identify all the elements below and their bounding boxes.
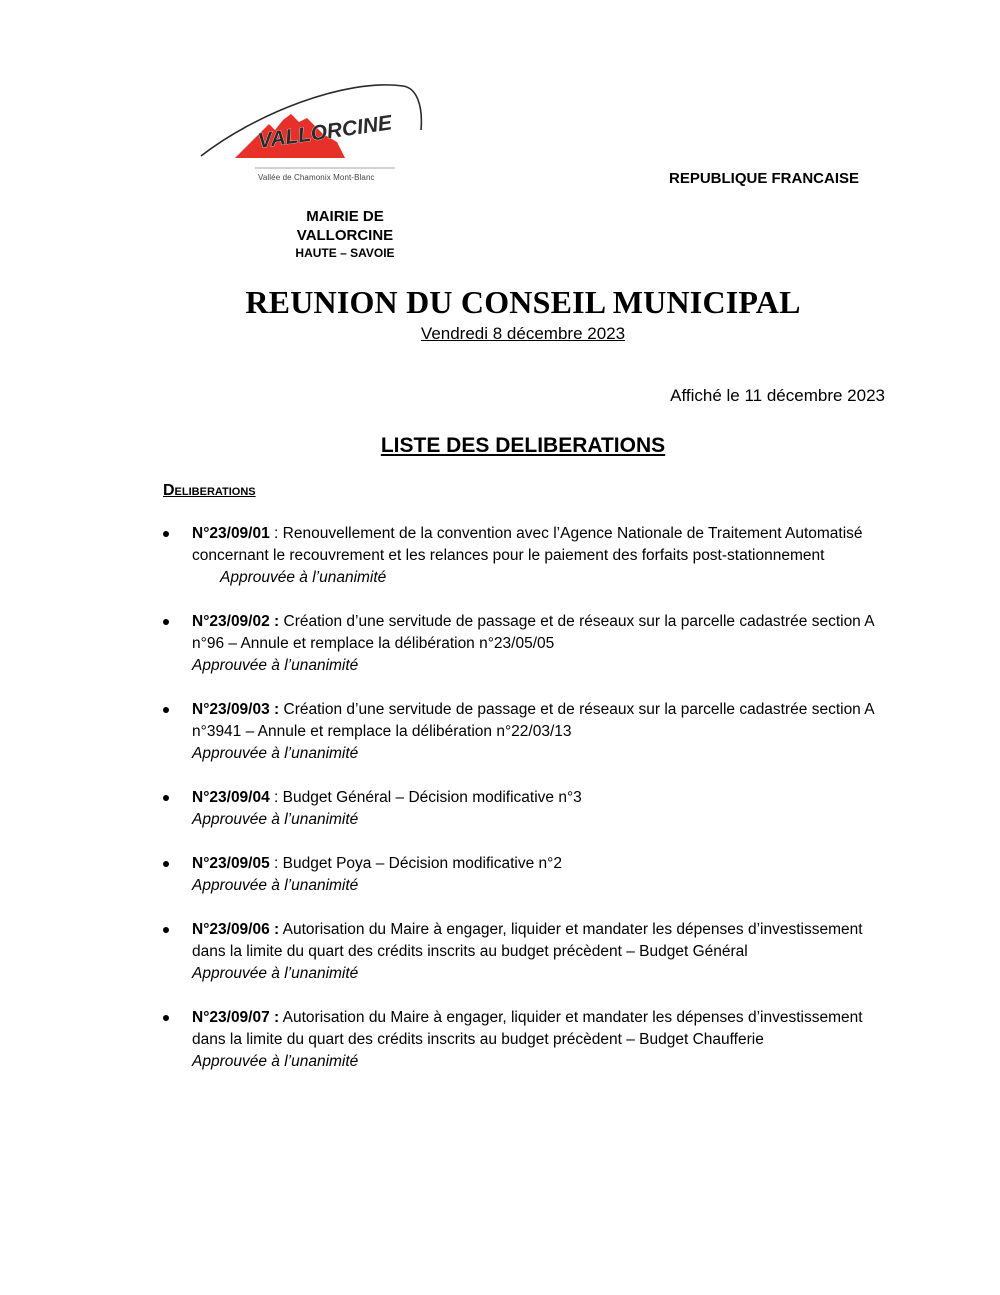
deliberation-text: Renouvellement de la convention avec l’Agence Nationale de Traitement Automatisé concernant le recouvrement et les relances pour le paiement des forfaits post-stationnement — [192, 525, 863, 564]
list-item — [163, 853, 883, 897]
republique-label: REPUBLIQUE FRANCAISE — [668, 170, 859, 187]
mairie-dept: HAUTE – SAVOIE — [295, 246, 395, 260]
deliberation-status: Approuvée à l’unanimité — [192, 811, 359, 828]
deliberation-text: Autorisation du Maire à engager, liquider et mandater les dépenses d’investissement dans la limite du quart des crédits inscrits au budget précèdent – Budget Chaufferie — [192, 1009, 863, 1048]
deliberation-text: Budget Poya – Décision modificative n°2 — [282, 855, 562, 872]
deliberation-status: Approuvée à l’unanimité — [192, 965, 359, 982]
list-item — [163, 699, 883, 765]
bullet-icon — [163, 619, 169, 625]
separator: : — [269, 789, 283, 806]
deliberation-number: N°23/09/04 — [192, 789, 270, 806]
section-title: Deliberations — [163, 482, 256, 499]
deliberation-number: N°23/09/01 — [192, 525, 270, 542]
bullet-icon — [163, 707, 169, 713]
logo-tagline: Vallée de Chamonix Mont-Blanc — [258, 173, 375, 182]
bullet-icon — [163, 861, 169, 867]
bullet-icon — [163, 795, 169, 801]
deliberation-number: N°23/09/05 — [192, 855, 270, 872]
deliberations-list — [163, 523, 883, 1073]
logo-wordmark: VALLORCINE — [256, 111, 394, 153]
bullet-icon — [163, 1015, 169, 1021]
bullet-icon — [163, 927, 169, 933]
mairie-block — [270, 207, 420, 260]
deliberation-status: Approuvée à l’unanimité — [192, 745, 359, 762]
deliberation-text: Budget Général – Décision modificative n°3 — [282, 789, 582, 806]
list-item — [163, 919, 883, 985]
separator: : — [269, 525, 283, 542]
deliberation-status: Approuvée à l’unanimité — [192, 877, 359, 894]
bullet-icon — [163, 531, 169, 537]
list-item — [163, 611, 883, 677]
deliberation-number: N°23/09/06 : — [192, 921, 280, 938]
deliberation-text: Création d’une servitude de passage et de réseaux sur la parcelle cadastrée section A n°3941 – Annule et remplace la délibération n°22/03/13 — [192, 701, 874, 740]
deliberation-number: N°23/09/02 : — [192, 613, 280, 630]
deliberation-number: N°23/09/07 : — [192, 1009, 280, 1026]
mairie-line1: MAIRIE DE — [306, 208, 384, 225]
meeting-date: Vendredi 8 décembre 2023 — [420, 324, 626, 343]
list-item — [163, 787, 883, 831]
deliberation-status: Approuvée à l’unanimité — [192, 657, 359, 674]
deliberation-number: N°23/09/03 : — [192, 701, 280, 718]
deliberation-text: Autorisation du Maire à engager, liquider et mandater les dépenses d’investissement dans la limite du quart des crédits inscrits au budget précèdent – Budget Général — [192, 921, 863, 960]
document-title: REUNION DU CONSEIL MUNICIPAL — [245, 284, 801, 320]
deliberation-text: Création d’une servitude de passage et de réseaux sur la parcelle cadastrée section A n°96 – Annule et remplace la délibération n°23/05/05 — [192, 613, 874, 652]
mairie-line2: VALLORCINE — [296, 227, 394, 244]
posting-date: Affiché le 11 décembre 2023 — [670, 386, 885, 405]
separator: : — [269, 855, 283, 872]
list-item — [163, 1007, 883, 1073]
deliberation-status: Approuvée à l’unanimité — [220, 569, 387, 586]
list-item — [163, 523, 883, 589]
deliberation-status: Approuvée à l’unanimité — [192, 1053, 359, 1070]
list-title: LISTE DES DELIBERATIONS — [380, 434, 666, 457]
